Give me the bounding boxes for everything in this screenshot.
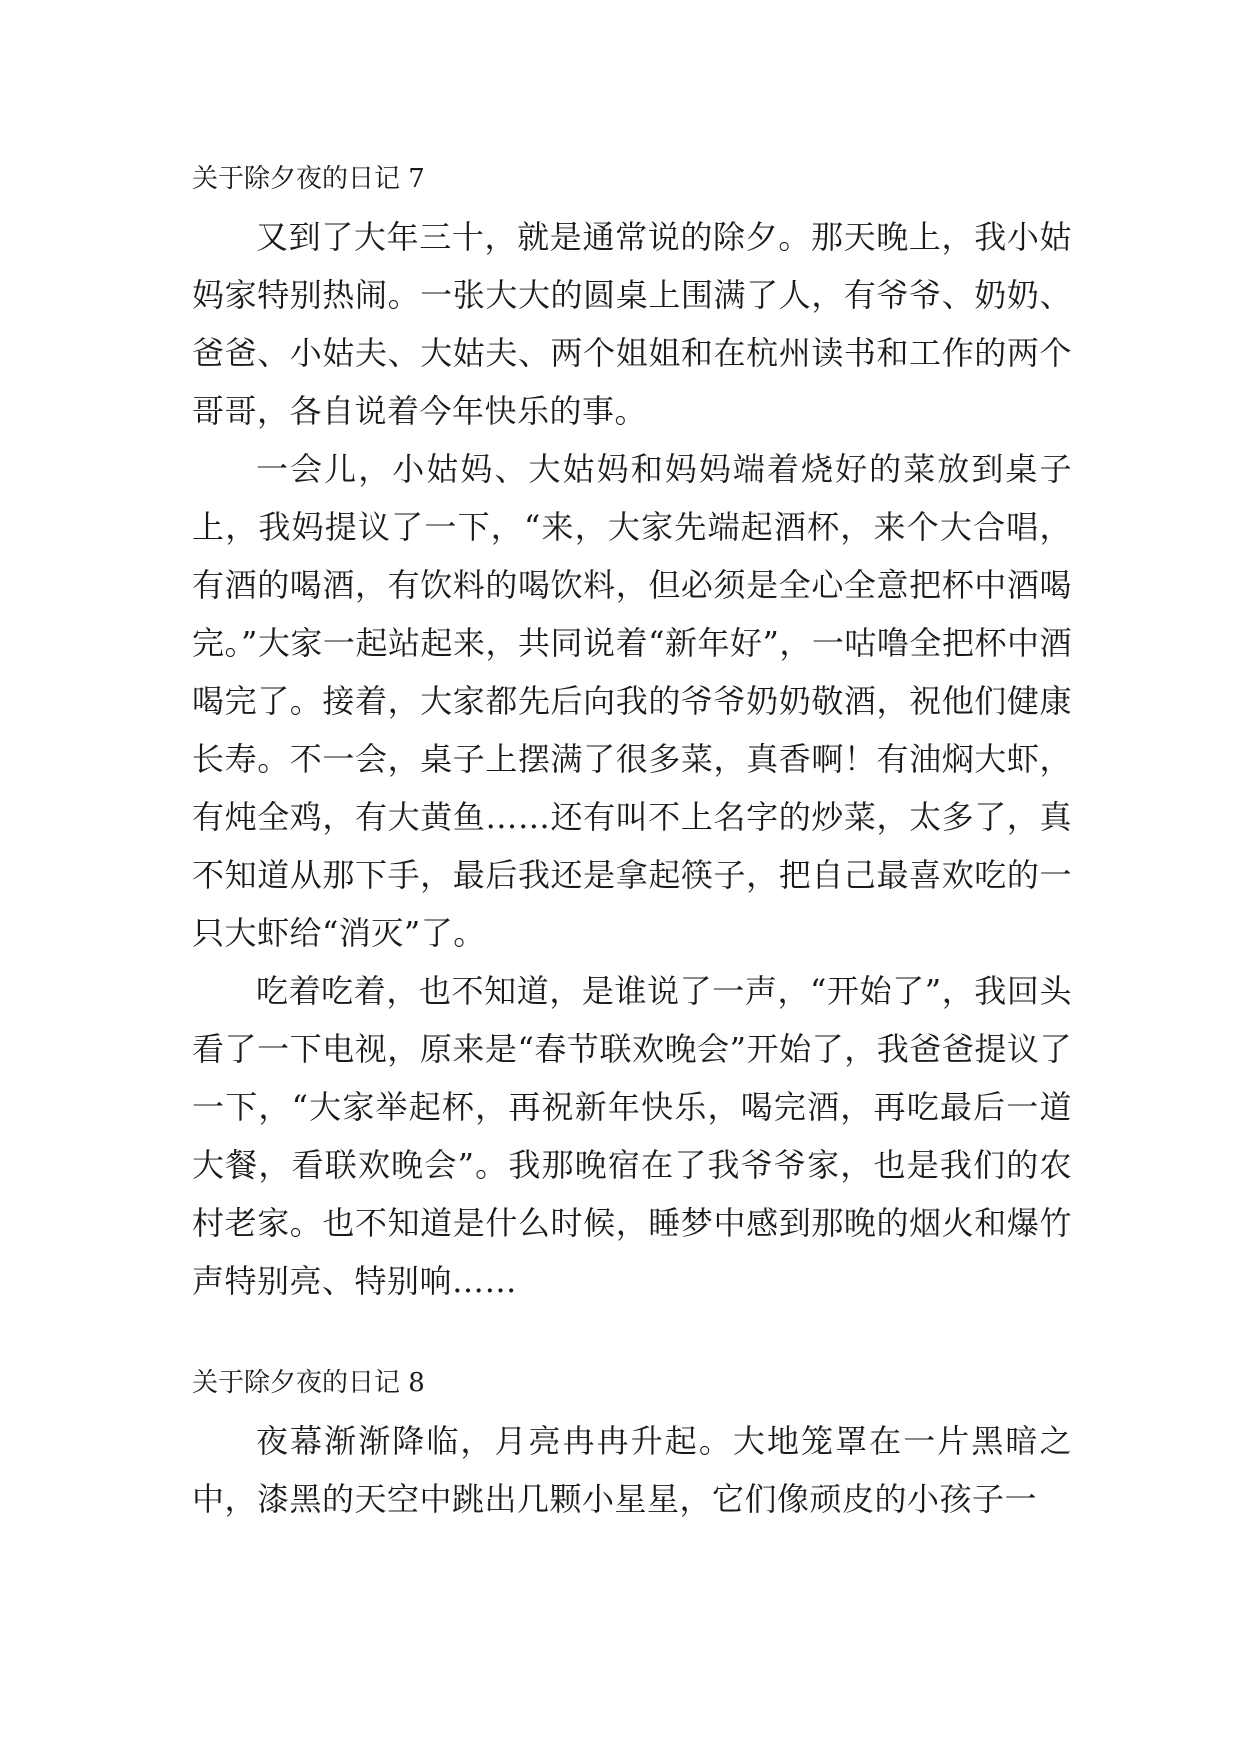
entry-7-paragraph-1: 又到了大年三十，就是通常说的除夕。那天晚上，我小姑妈家特别热闹。一张大大的圆桌上围满了人，有爷爷、奶奶、爸爸、小姑夫、大姑夫、两个姐姐和在杭州读书和工作的两个哥哥，各自说着今年快乐的事。: [192, 218, 1072, 430]
entry-8-title: 关于除夕夜的日记 8: [192, 1368, 425, 1398]
entry-7-paragraph-2: 一会儿，小姑妈、大姑妈和妈妈端着烧好的菜放到桌子上，我妈提议了一下，“来，大家先端起酒杯，来个大合唱，有酒的喝酒，有饮料的喝饮料，但必须是全心全意把杯中酒喝完。”大家一起站起来，共同说着“新年好”，一咕噜全把杯中酒喝完了。接着，大家都先后向我的爷爷奶奶敬酒，祝他们健康长寿。不一会，桌子上摆满了很多菜，真香啊！有油焖大虾，有炖全鸡，有大黄鱼……还有叫不上名字的炒菜，太多了，真不知道从那下手，最后我还是拿起筷子，把自己最喜欢吃的一只大虾给“消灭”了。: [192, 450, 1072, 952]
entry-7-paragraph-3: 吃着吃着，也不知道，是谁说了一声，“开始了”，我回头看了一下电视，原来是“春节联欢晚会”开始了，我爸爸提议了一下，“大家举起杯，再祝新年快乐，喝完酒，再吃最后一道大餐，看联欢晚会”。我那晚宿在了我爷爷家，也是我们的农村老家。也不知道是什么时候，睡梦中感到那晚的烟火和爆竹声特别亮、特别响……: [192, 972, 1072, 1300]
section-spacer: [192, 1310, 1072, 1354]
entry-7-title: 关于除夕夜的日记 7: [192, 164, 425, 194]
entry-8-paragraph-1: 夜幕渐渐降临，月亮冉冉升起。大地笼罩在一片黑暗之中，漆黑的天空中跳出几颗小星星，它们像顽皮的小孩子一: [192, 1422, 1072, 1518]
document-body: [192, 162, 1072, 1528]
